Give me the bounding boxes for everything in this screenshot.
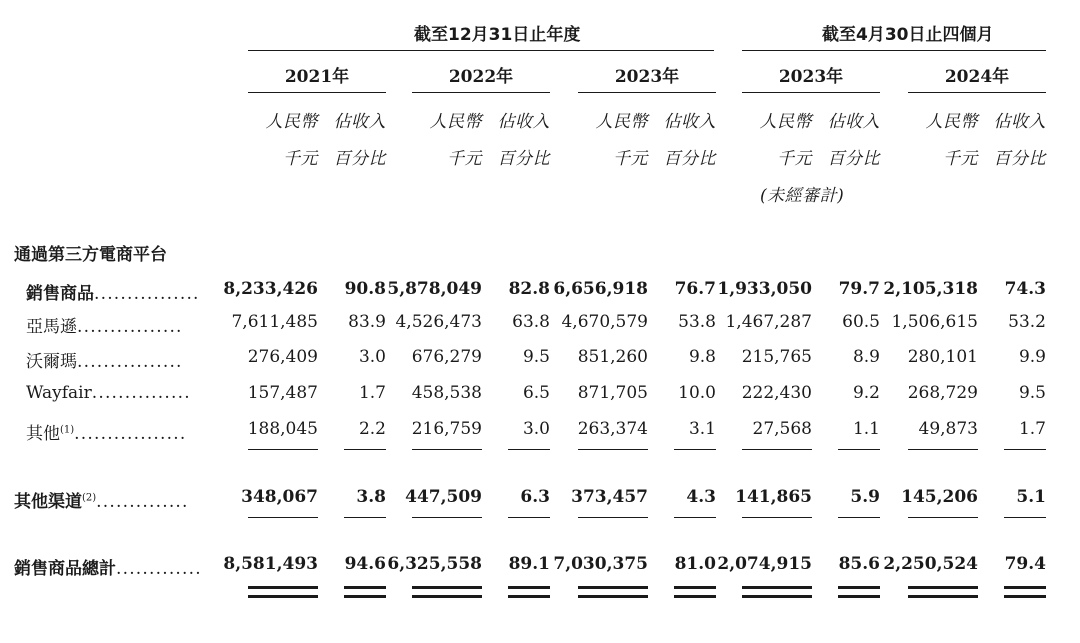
col-label-rmb: 人民幣 <box>595 112 648 132</box>
percent-cell: 74.3 <box>1004 279 1046 299</box>
percent-cell: 4.3 <box>686 487 716 507</box>
total-double-rule <box>344 586 386 589</box>
percent-cell: 9.5 <box>522 347 550 367</box>
total-double-rule <box>838 595 880 598</box>
row-label-text: 沃爾瑪 <box>26 352 77 372</box>
amount-cell: 5,878,049 <box>387 279 482 299</box>
total-double-rule <box>674 586 716 589</box>
row-label-text: 亞馬遜 <box>26 317 77 337</box>
leader-dots: ............. <box>116 559 202 579</box>
total-double-rule <box>1004 586 1046 589</box>
total-double-rule <box>412 586 482 589</box>
amount-cell: 141,865 <box>735 487 812 507</box>
leader-dots: ................ <box>77 352 183 372</box>
total-double-rule <box>908 595 978 598</box>
amount-cell: 268,729 <box>907 383 978 403</box>
total-double-rule <box>578 595 648 598</box>
year-header-rule <box>412 92 550 93</box>
year-header: 2023年 <box>778 67 844 87</box>
amount-cell: 2,105,318 <box>883 279 978 299</box>
col-label-thousand: 千元 <box>447 149 482 169</box>
percent-cell: 94.6 <box>344 554 386 574</box>
subtotal-rule <box>344 449 386 450</box>
amount-cell: 348,067 <box>241 487 318 507</box>
col-label-percentage: 百分比 <box>663 149 716 169</box>
leader-dots: ................ <box>94 284 200 304</box>
percent-cell: 9.5 <box>1018 383 1046 403</box>
subtotal-rule <box>248 517 318 518</box>
amount-cell: 851,260 <box>577 347 648 367</box>
subtotal-rule <box>674 517 716 518</box>
percent-cell: 3.0 <box>358 347 386 367</box>
col-label-percentage: 百分比 <box>333 149 386 169</box>
percent-cell: 5.1 <box>1016 487 1046 507</box>
year-header: 2023年 <box>614 67 680 87</box>
col-label-thousand: 千元 <box>283 149 318 169</box>
percent-cell: 3.0 <box>522 419 550 439</box>
amount-cell: 145,206 <box>901 487 978 507</box>
col-label-pct: 佔收入 <box>663 112 716 132</box>
percent-cell: 5.9 <box>850 487 880 507</box>
subtotal-rule <box>578 517 648 518</box>
year-header-rule <box>742 92 880 93</box>
subtotal-rule <box>578 449 648 450</box>
percent-cell: 81.0 <box>674 554 716 574</box>
percent-cell: 1.7 <box>358 383 386 403</box>
amount-cell: 6,325,558 <box>387 554 482 574</box>
total-double-rule <box>674 595 716 598</box>
amount-cell: 276,409 <box>247 347 318 367</box>
percent-cell: 90.8 <box>344 279 386 299</box>
year-header-rule <box>908 92 1046 93</box>
percent-cell: 8.9 <box>852 347 880 367</box>
unaudited-note: (未經審計) <box>760 186 845 206</box>
col-label-percentage: 百分比 <box>827 149 880 169</box>
amount-cell: 49,873 <box>918 419 978 439</box>
leader-dots: ................. <box>74 424 187 444</box>
year-header-rule <box>578 92 716 93</box>
subtotal-rule <box>1004 449 1046 450</box>
total-double-rule <box>838 586 880 589</box>
row-label <box>26 419 186 444</box>
subtotal-rule <box>838 517 880 518</box>
amount-cell: 280,101 <box>907 347 978 367</box>
row-label <box>26 383 191 403</box>
leader-dots: .............. <box>96 492 189 512</box>
amount-cell: 27,568 <box>752 419 812 439</box>
amount-cell: 447,509 <box>405 487 482 507</box>
col-label-pct: 佔收入 <box>993 112 1046 132</box>
amount-cell: 263,374 <box>577 419 648 439</box>
amount-cell: 6,656,918 <box>553 279 648 299</box>
percent-cell: 10.0 <box>678 383 716 403</box>
percent-cell: 2.2 <box>358 419 386 439</box>
col-label-pct: 佔收入 <box>497 112 550 132</box>
header-group-year-end-rule <box>248 50 714 51</box>
amount-cell: 1,933,050 <box>717 279 812 299</box>
subtotal-rule <box>908 449 978 450</box>
percent-cell: 63.8 <box>512 312 550 332</box>
subtotal-rule <box>508 517 550 518</box>
subtotal-rule <box>742 517 812 518</box>
year-header: 2021年 <box>284 67 350 87</box>
percent-cell: 53.2 <box>1008 312 1046 332</box>
subtotal-rule <box>508 449 550 450</box>
amount-cell: 4,670,579 <box>561 312 648 332</box>
col-label-rmb: 人民幣 <box>925 112 978 132</box>
subtotal-rule <box>248 449 318 450</box>
col-label-percentage: 百分比 <box>993 149 1046 169</box>
total-double-rule <box>742 586 812 589</box>
col-label-thousand: 千元 <box>943 149 978 169</box>
section-title: 通過第三方電商平台 <box>14 245 167 265</box>
col-label-rmb: 人民幣 <box>429 112 482 132</box>
percent-cell: 79.7 <box>838 279 880 299</box>
amount-cell: 676,279 <box>411 347 482 367</box>
subtotal-rule <box>412 517 482 518</box>
percent-cell: 9.2 <box>852 383 880 403</box>
amount-cell: 373,457 <box>571 487 648 507</box>
row-label <box>26 347 183 372</box>
subtotal-rule <box>742 449 812 450</box>
subtotal-rule <box>412 449 482 450</box>
col-label-rmb: 人民幣 <box>265 112 318 132</box>
amount-cell: 7,611,485 <box>231 312 318 332</box>
percent-cell: 60.5 <box>842 312 880 332</box>
amount-cell: 157,487 <box>247 383 318 403</box>
amount-cell: 458,538 <box>411 383 482 403</box>
row-label <box>14 487 189 512</box>
percent-cell: 85.6 <box>838 554 880 574</box>
percent-cell: 82.8 <box>508 279 550 299</box>
total-double-rule <box>1004 595 1046 598</box>
subtotal-rule <box>1004 517 1046 518</box>
header-group-four-months: 截至4月30日止四個月 <box>822 25 994 45</box>
col-label-thousand: 千元 <box>613 149 648 169</box>
year-header: 2024年 <box>944 67 1010 87</box>
amount-cell: 7,030,375 <box>553 554 648 574</box>
amount-cell: 4,526,473 <box>395 312 482 332</box>
row-label <box>26 279 200 304</box>
amount-cell: 871,705 <box>577 383 648 403</box>
footnote-marker: (1) <box>60 424 75 436</box>
percent-cell: 6.3 <box>520 487 550 507</box>
percent-cell: 3.1 <box>688 419 716 439</box>
row-label-text: 其他 <box>26 424 60 444</box>
header-group-year-end: 截至12月31日止年度 <box>414 25 581 45</box>
percent-cell: 6.5 <box>522 383 550 403</box>
percent-cell: 76.7 <box>674 279 716 299</box>
amount-cell: 8,233,426 <box>223 279 318 299</box>
row-label-text: 其他渠道 <box>14 492 82 512</box>
percent-cell: 89.1 <box>508 554 550 574</box>
subtotal-rule <box>908 517 978 518</box>
amount-cell: 1,506,615 <box>891 312 978 332</box>
subtotal-rule <box>674 449 716 450</box>
row-label <box>14 554 202 579</box>
total-double-rule <box>508 595 550 598</box>
amount-cell: 215,765 <box>741 347 812 367</box>
amount-cell: 222,430 <box>741 383 812 403</box>
amount-cell: 216,759 <box>411 419 482 439</box>
percent-cell: 1.1 <box>852 419 880 439</box>
percent-cell: 83.9 <box>348 312 386 332</box>
row-label-text: 銷售商品總計 <box>14 559 116 579</box>
amount-cell: 2,074,915 <box>717 554 812 574</box>
row-label <box>26 312 183 337</box>
leader-dots: ............... <box>91 383 191 403</box>
total-double-rule <box>578 586 648 589</box>
total-double-rule <box>742 595 812 598</box>
col-label-percentage: 百分比 <box>497 149 550 169</box>
footnote-marker: (2) <box>82 492 97 504</box>
year-header: 2022年 <box>448 67 514 87</box>
percent-cell: 1.7 <box>1018 419 1046 439</box>
col-label-rmb: 人民幣 <box>759 112 812 132</box>
total-double-rule <box>508 586 550 589</box>
percent-cell: 9.9 <box>1018 347 1046 367</box>
header-group-four-months-rule <box>742 50 1046 51</box>
amount-cell: 188,045 <box>247 419 318 439</box>
amount-cell: 1,467,287 <box>725 312 812 332</box>
total-double-rule <box>908 586 978 589</box>
total-double-rule <box>412 595 482 598</box>
percent-cell: 79.4 <box>1004 554 1046 574</box>
percent-cell: 53.8 <box>678 312 716 332</box>
percent-cell: 3.8 <box>356 487 386 507</box>
percent-cell: 9.8 <box>688 347 716 367</box>
col-label-pct: 佔收入 <box>333 112 386 132</box>
subtotal-rule <box>838 449 880 450</box>
total-double-rule <box>248 586 318 589</box>
col-label-thousand: 千元 <box>777 149 812 169</box>
row-label-text: 銷售商品 <box>26 284 94 304</box>
subtotal-rule <box>344 517 386 518</box>
total-double-rule <box>248 595 318 598</box>
amount-cell: 8,581,493 <box>223 554 318 574</box>
total-double-rule <box>344 595 386 598</box>
year-header-rule <box>248 92 386 93</box>
col-label-pct: 佔收入 <box>827 112 880 132</box>
amount-cell: 2,250,524 <box>883 554 978 574</box>
row-label-text: Wayfair <box>26 383 92 403</box>
leader-dots: ................ <box>77 317 183 337</box>
